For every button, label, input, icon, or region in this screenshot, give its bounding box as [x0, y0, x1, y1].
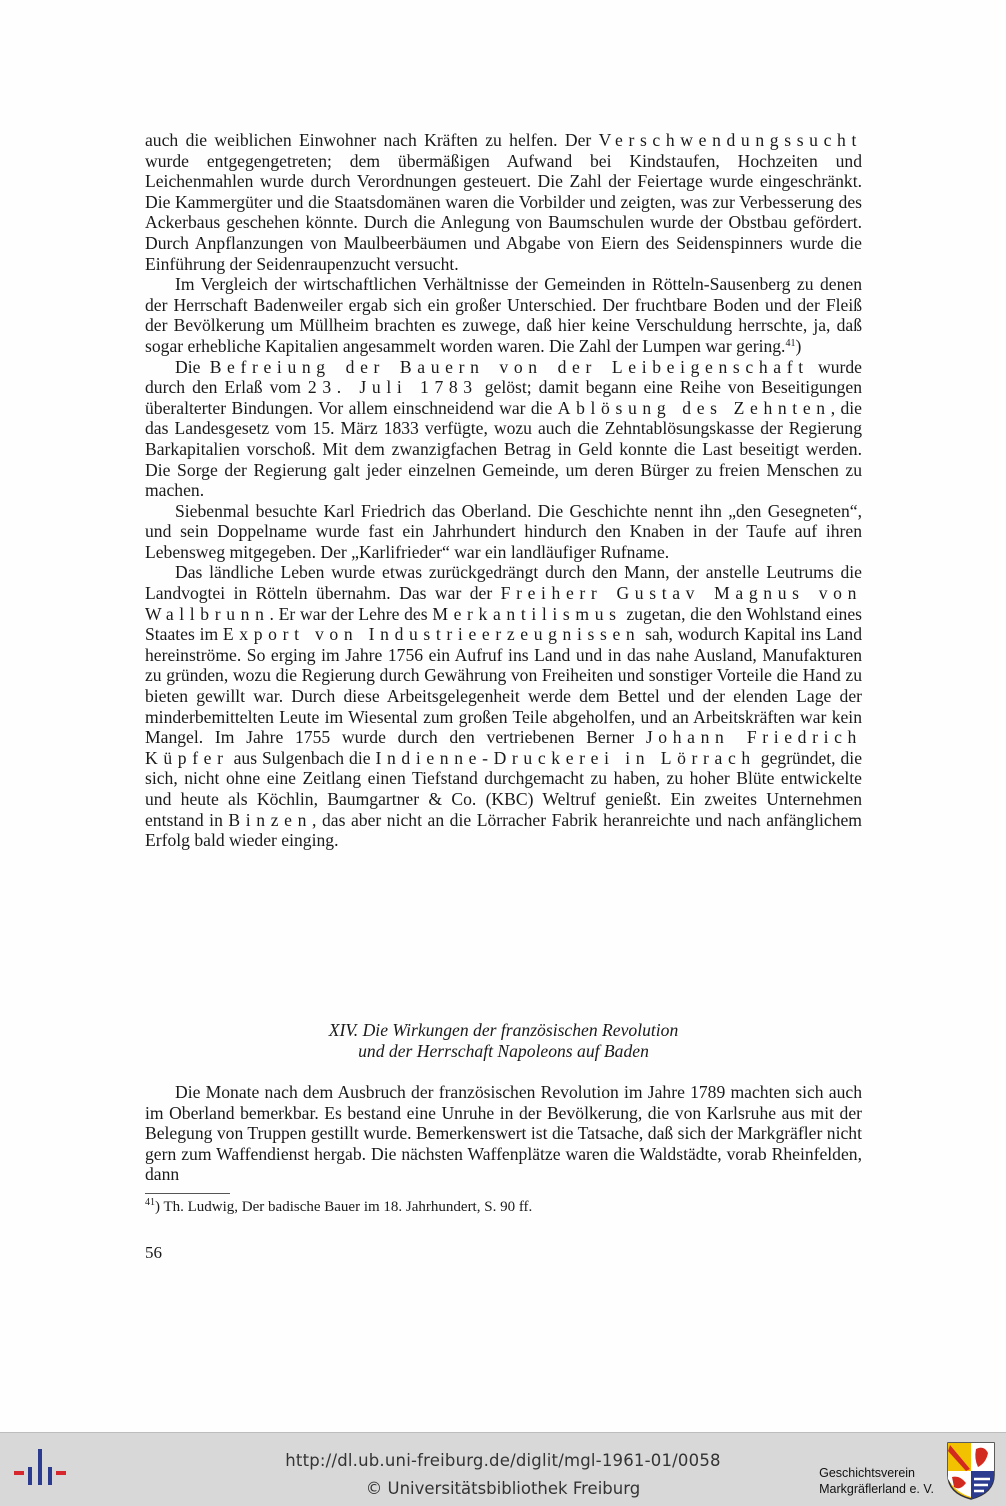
footnote-reference: 41	[785, 337, 796, 349]
paragraph: Im Vergleich der wirtschaftlichen Verhältnisse der Gemeinden in Rötteln-Sausenberg zu denen der Herrschaft Badenweiler ergab sich ein großer Unterschied. Der fruchtbare Boden und der Fleiß der Bevölkerung um Müllheim brachten es zuwege, daß hier keine Verschuldung herrschte, ja, daß sogar erhebliche Kapitalien angesammelt worden waren. Die Zahl der Lumpen war gering.$^{41}$)	[145, 274, 862, 356]
footnote-divider	[145, 1193, 230, 1194]
page-number: 56	[145, 1243, 162, 1262]
paragraph: auch die weiblichen Einwohner nach Kräften zu helfen. Der Verschwendungssucht wurde entgegengetreten; dem übermäßigen Aufwand bei Kindstaufen, Hochzeiten und Leichenmahlen wurde durch Verordnungen gesteuert. Die Zahl der Feiertage wurde eingeschränkt. Die Kammergüter und die Staatsdomänen waren die Vorbilder und zeigten, was zur Verbesserung des Ackerbaus geschehen könnte. Durch die Anlegung von Baumschulen wurde der Obstbau gefördert. Durch Anpflanzungen von Maulbeerbäumen und Abgabe von Eiern des Seidenspinners wurde die Einführung der Seidenraupenzucht versucht.	[145, 130, 862, 274]
paragraph: Das ländliche Leben wurde etwas zurückgedrängt durch den Mann, der anstelle Leutrums die Landvogtei in Rötteln übernahm. Das war der Freiherr Gustav Magnus von Wallbrunn. Er war der Lehre des Merkantilismus zugetan, die den Wohlstand eines Staates im Export von Industrieerzeugnissen sah, wodurch Kapital ins Land hereinströme. So erging im Jahre 1756 ein Aufruf ins Land und in das nahe Ausland, Manufakturen zu gründen, wozu die Regierung durch Gewährung von Freiheiten und sonstiger Vorteile die Hand zu bieten gewillt war. Durch diese Arbeitsgelegenheit werde dem Bettel und der elenden Lage der minderbemittelten Leute im Wiesental zum großen Teile abgeholfen, und an Arbeitskräften war kein Mangel. Im Jahre 1755 wurde durch den vertriebenen Berner Johann Friedrich Küpfer aus Sulgenbach die Indienne-Druckerei in Lörrach gegründet, die sich, nicht ohne eine Zeitlang einen Tiefstand durchgemacht zu haben, zu hoher Blüte entwickelte und heute als Köchlin, Baumgartner & Co. (KBC) Weltruf genießt. Ein zweites Unternehmen entstand in Binzen, das aber nicht an die Lörracher Fabrik heranreichte und nach anfänglichem Erfolg bald wieder einging.	[145, 562, 862, 851]
copyright: © Universitätsbibliothek Freiburg	[365, 1479, 641, 1498]
body-text-2	[145, 1082, 862, 1185]
viewer-footer	[0, 1432, 1006, 1506]
society-name: Geschichtsverein Markgräflerland e. V.	[819, 1466, 934, 1496]
markgraeflerland-crest-icon[interactable]	[946, 1441, 996, 1501]
paragraph: Siebenmal besuchte Karl Friedrich das Oberland. Die Geschichte nennt ihn „den Gesegneten“, und sein Doppelname wurde fast ein Jahrhundert hindurch den Knaben in der Taufe auf ihren Lebensweg mitgegeben. Der „Karlifrieder“ war ein landläufiger Rufname.	[145, 500, 862, 562]
paragraph: Die Befreiung der Bauern von der Leibeigenschaft wurde durch den Erlaß vom 23. Juli 1783 gelöst; damit begann eine Reihe von Beseitigungen überalterter Bindungen. Vor allem einschneidend war die Ablösung des Zehnten, die das Landesgesetz vom 15. März 1833 verfügte, wozu auch die Zehntablösungskasse der Regierung Barkapitalien vorschoß. Mit dem zwanzigfachen Betrag in Geld konnte die Last beseitigt werden. Die Sorge der Regierung galt jeder einzelnen Gemeinde, um deren Bürger zu freien Menschen zu machen.	[145, 356, 862, 501]
chapter-heading-line-1: XIV. Die Wirkungen der französischen Revolution	[328, 1020, 679, 1040]
footnote-marker: 41	[145, 1197, 155, 1208]
chapter-heading-line-2: und der Herrschaft Napoleons auf Baden	[358, 1041, 649, 1061]
chapter-heading	[145, 1020, 862, 1062]
permalink[interactable]: http://dl.ub.uni-freiburg.de/diglit/mgl-1961-01/0058	[285, 1451, 721, 1470]
footnote: $^{41}$) Th. Ludwig, Der badische Bauer im 18. Jahrhundert, S. 90 ff.	[145, 1197, 533, 1215]
body-text	[145, 130, 862, 851]
paragraph: Die Monate nach dem Ausbruch der französischen Revolution im Jahre 1789 machten sich auch im Oberland bemerkbar. Es bestand eine Unruhe in der Bevölkerung, die von Karlsruhe aus mit der Belegung von Truppen gestillt wurde. Bemerkenswert ist die Tatsache, daß sich der Markgräfler nicht gern zum Waffendienst hergab. Die nächsten Waffenplätze waren die Waldstädte, vorab Rheinfelden, dann	[145, 1082, 862, 1185]
